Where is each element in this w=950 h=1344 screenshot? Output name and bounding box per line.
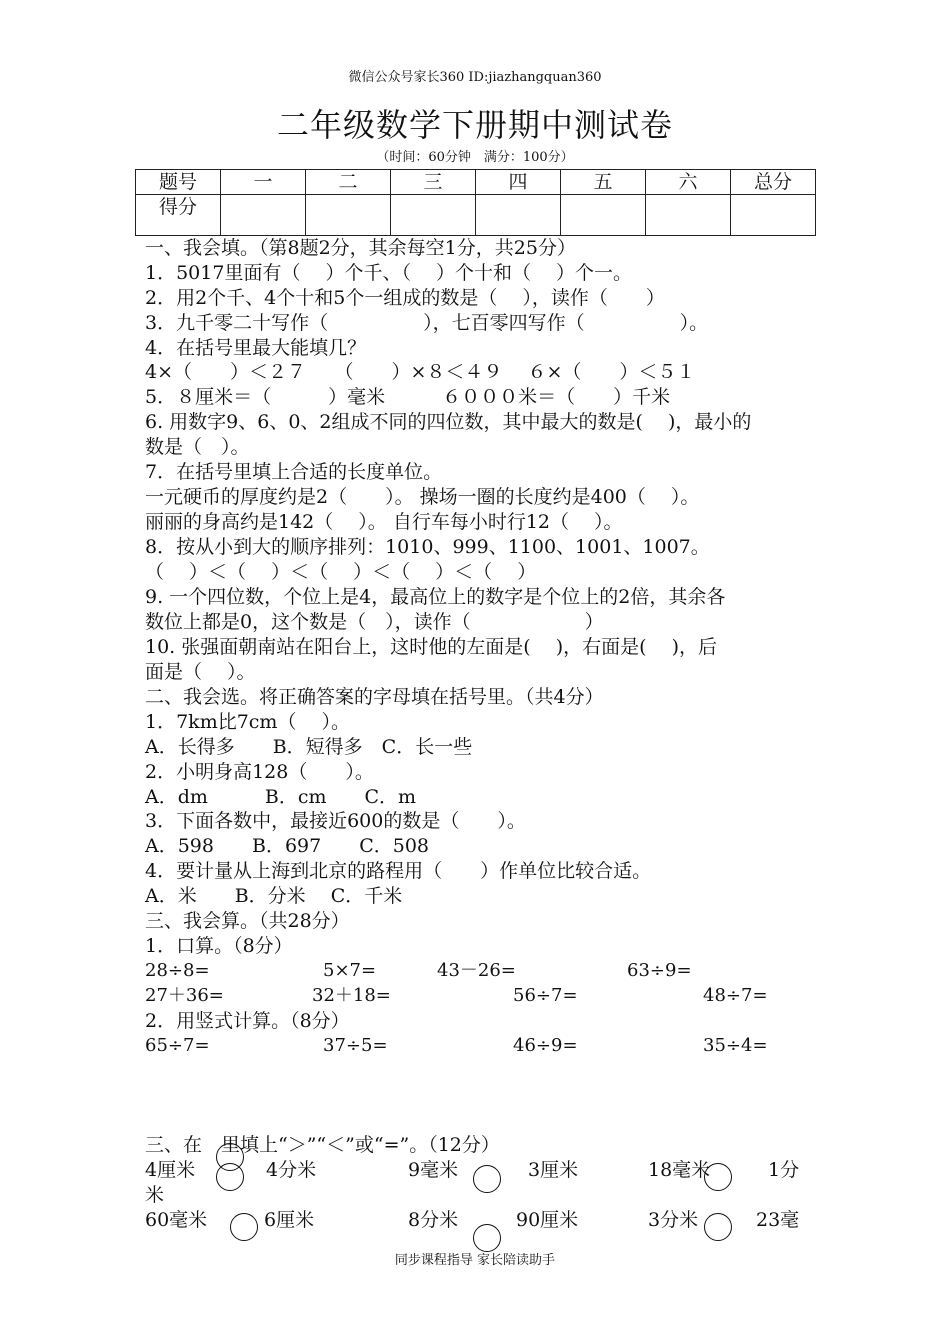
compare-term: 3厘米 [528, 1159, 579, 1181]
question-line: 6. 用数字9、6、0、2组成不同的四位数，其中最大的数是( )，最小的 [145, 411, 752, 433]
vertical-calc-item: 35÷4= [703, 1035, 768, 1056]
question-line: 一元硬币的厚度约是2（ ）。 操场一圈的长度约是400（ ）。 [145, 486, 700, 508]
compare-term: 6厘米 [264, 1209, 315, 1231]
score-cell: 总分 [731, 170, 816, 195]
score-blank-cell[interactable] [306, 195, 391, 236]
question-line: 9. 一个四位数，个位上是4，最高位上的数字是个位上的2倍，其余各 [145, 586, 726, 608]
question-line: 3．下面各数中，最接近600的数是（ ）。 [145, 810, 526, 832]
question-line: 丽丽的身高约是142（ ）。 自行车每小时行12（ ）。 [145, 511, 623, 533]
compare-answer-circle[interactable] [704, 1163, 732, 1191]
compare-term: 4分米 [266, 1159, 317, 1181]
footer-note: 同步课程指导 家长陪读助手 [394, 1253, 556, 1268]
oral-calc-item: 27＋36= [145, 985, 224, 1006]
subsection-heading: 2．用竖式计算。（8分） [145, 1010, 350, 1032]
option-line: A．米 B．分米 C．千米 [145, 885, 403, 907]
compare-term: 18毫米 [648, 1159, 711, 1181]
question-line: 1．5017里面有（ ）个千、（ ）个十和（ ）个一。 [145, 262, 633, 284]
oral-calc-item: 43－26= [437, 960, 516, 981]
score-table-score-row [136, 195, 816, 236]
score-blank-cell[interactable] [221, 195, 306, 236]
option-line: A．dm B．cm C．m [145, 786, 417, 808]
question-line: 4．要计量从上海到北京的路程用（ ）作单位比较合适。 [145, 860, 652, 882]
question-line: 1．7km比7cm（ ）。 [145, 711, 350, 733]
subsection-heading: 1．口算。（8分） [145, 935, 293, 957]
question-line: 5．８厘米＝（ ）毫米 ６０００米＝（ ）千米 [145, 386, 671, 408]
oral-calc-item: 28÷8= [145, 960, 210, 981]
compare-answer-circle[interactable] [216, 1163, 244, 1191]
compare-term: 9毫米 [408, 1159, 459, 1181]
section2-heading: 二、我会选。将正确答案的字母填在括号里。（共4分） [145, 686, 604, 708]
score-cell: 二 [306, 170, 391, 195]
compare-term: 4厘米 [145, 1159, 196, 1181]
oral-calc-item: 32＋18= [312, 985, 391, 1006]
question-line: 4×（ ）＜２７ （ ）×８＜４９ ６×（ ）＜５１ [145, 361, 696, 383]
compare-term-wrap: 米 [145, 1184, 165, 1206]
question-line: 3．九千零二十写作（ ），七百零四写作（ ）。 [145, 312, 709, 334]
score-label-cell: 得分 [136, 195, 221, 236]
question-line: 4．在括号里最大能填几？ [145, 337, 367, 359]
score-blank-cell[interactable] [391, 195, 476, 236]
compare-term: 90厘米 [516, 1209, 579, 1231]
vertical-calc-item: 65÷7= [145, 1035, 210, 1056]
question-line: 2．用2个千、4个十和5个一组成的数是（ ），读作（ ） [145, 287, 665, 309]
vertical-calc-item: 46÷9= [513, 1035, 578, 1056]
question-line: （ ）＜（ ）＜（ ）＜（ ）＜（ ） [145, 561, 537, 583]
score-cell: 五 [561, 170, 646, 195]
compare-term: 3分米 [648, 1209, 699, 1231]
compare-term: 23毫 [756, 1209, 800, 1231]
question-line: 面是（ ）。 [145, 661, 256, 683]
section1-heading: 一、我会填。（第8题2分，其余每空1分，共25分） [145, 237, 576, 259]
score-table-header-row [136, 170, 816, 195]
question-line: 2．小明身高128（ ）。 [145, 761, 374, 783]
question-line: 8．按从小到大的顺序排列：1010、999、1100、1001、1007。 [145, 536, 710, 558]
option-line: A．长得多 B．短得多 C．长一些 [145, 736, 473, 758]
score-blank-cell[interactable] [476, 195, 561, 236]
compare-term: 60毫米 [145, 1209, 208, 1231]
oral-calc-item: 56÷7= [513, 985, 578, 1006]
score-cell: 题号 [136, 170, 221, 195]
score-table [135, 169, 816, 236]
oral-calc-item: 5×7= [323, 960, 377, 981]
compare-answer-circle[interactable] [473, 1224, 501, 1252]
question-line: 数是（ ）。 [145, 436, 250, 458]
option-line: A．598 B．697 C．508 [145, 835, 430, 857]
section3-heading: 三、我会算。（共28分） [145, 910, 350, 932]
question-line: 数位上都是0，这个数是（ ），读作（ ） [145, 611, 604, 633]
compare-answer-circle[interactable] [473, 1165, 501, 1193]
page-title: 二年级数学下册期中测试卷 [276, 106, 673, 144]
vertical-calc-item: 37÷5= [323, 1035, 388, 1056]
score-cell: 一 [221, 170, 306, 195]
exam-subtitle: （时间：60分钟 满分：100分） [376, 150, 574, 165]
oral-calc-item: 48÷7= [703, 985, 768, 1006]
oral-calc-item: 63÷9= [627, 960, 692, 981]
score-blank-cell[interactable] [561, 195, 646, 236]
score-cell: 四 [476, 170, 561, 195]
score-cell: 三 [391, 170, 476, 195]
question-line: 7．在括号里填上合适的长度单位。 [145, 461, 443, 483]
score-cell: 六 [646, 170, 731, 195]
question-line: 10. 张强面朝南站在阳台上，这时他的左面是( )，右面是( )，后 [145, 636, 717, 658]
compare-term: 1分 [768, 1159, 800, 1181]
section4-heading: 三、在 里填上“＞”“＜”或“=”。（12分） [145, 1134, 500, 1156]
compare-answer-circle[interactable] [704, 1213, 732, 1241]
score-blank-cell[interactable] [731, 195, 816, 236]
compare-term: 8分米 [408, 1209, 459, 1231]
score-blank-cell[interactable] [646, 195, 731, 236]
header-note: 微信公众号家长360 ID:jiazhangquan360 [348, 70, 602, 85]
compare-answer-circle[interactable] [230, 1213, 258, 1241]
